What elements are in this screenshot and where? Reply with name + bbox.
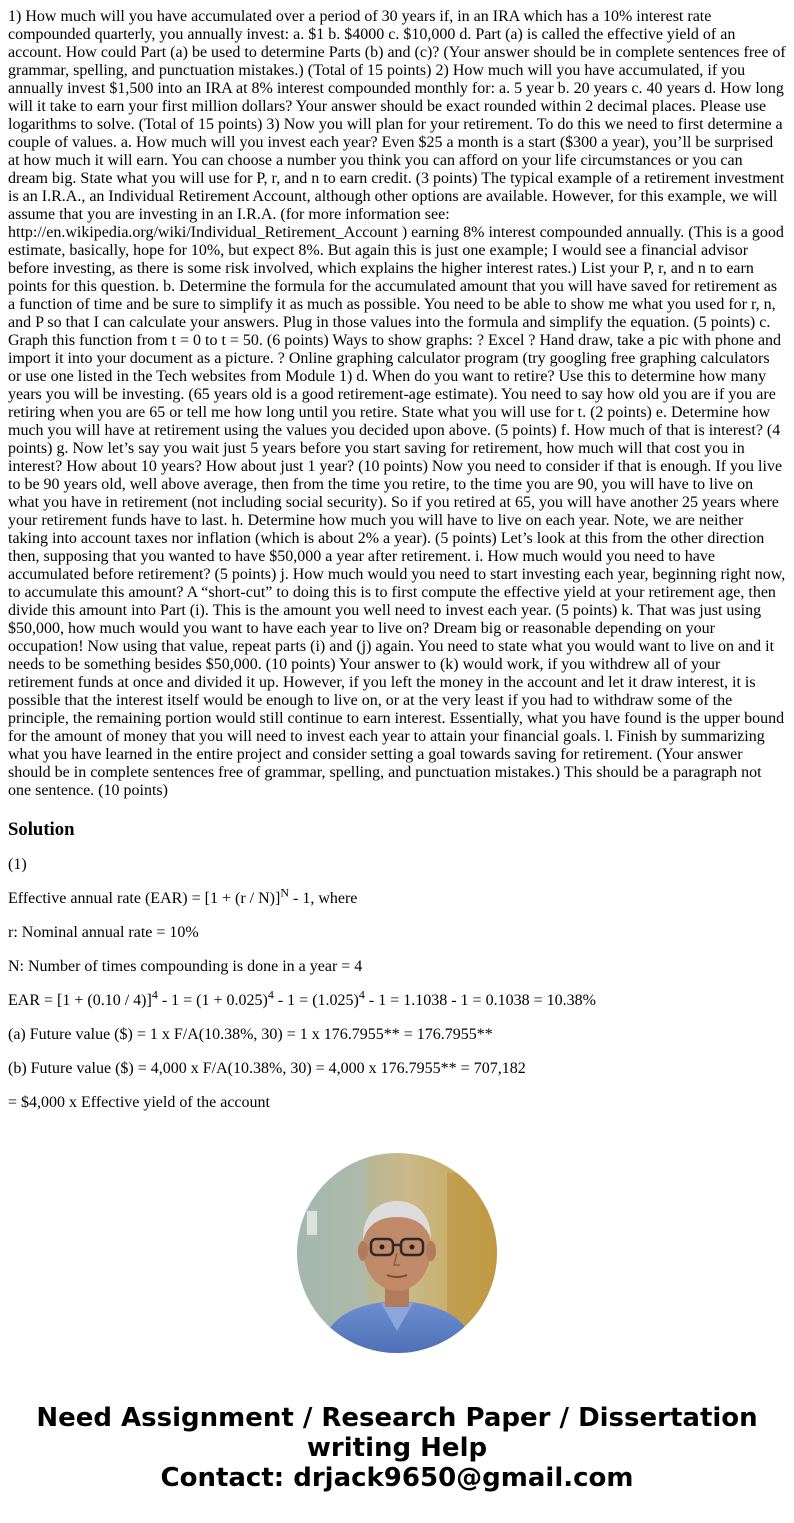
document-page	[8, 0, 786, 1112]
compounding-definition: N: Number of times compounding is done in a year = 4	[8, 958, 363, 975]
ear-calc-part-d: - 1 = 1.1038 - 1 = 0.1038 = 10.38%	[364, 992, 596, 1009]
future-value-b-note: = $4,000 x Effective yield of the account	[8, 1094, 270, 1111]
ear-calc-part-c: - 1 = (1.025)	[273, 992, 359, 1009]
promo-banner	[0, 1403, 794, 1493]
author-portrait-illustration	[297, 1153, 497, 1353]
ear-definition	[8, 885, 786, 908]
solution-heading: Solution	[8, 819, 75, 840]
promo-line-2: writing Help	[306, 1433, 488, 1463]
promo-line-1: Need Assignment / Research Paper / Dissertation	[36, 1403, 758, 1433]
future-value-b: (b) Future value ($) = 4,000 x F/A(10.38%, 30) = 4,000 x 176.7955** = 707,182	[8, 1060, 526, 1077]
ear-calc-part-a: EAR = [1 + (0.10 / 4)]	[8, 992, 152, 1009]
ear-calc-part-b: - 1 = (1 + 0.025)	[157, 992, 268, 1009]
ear-def-prefix: Effective annual rate (EAR) = [1 + (r / N)]	[8, 890, 281, 907]
nominal-rate-definition: r: Nominal annual rate = 10%	[8, 924, 199, 941]
part-label: (1)	[8, 856, 27, 873]
ear-calculation	[8, 987, 786, 1010]
ear-calc-exponent-1: 4	[151, 987, 158, 1002]
ear-def-exponent: N	[280, 885, 289, 900]
future-value-a: (a) Future value ($) = 1 x F/A(10.38%, 30) = 1 x 176.7955** = 176.7955**	[8, 1026, 493, 1043]
ear-calc-exponent-2: 4	[267, 987, 274, 1002]
ear-calc-exponent-3: 4	[358, 987, 365, 1002]
ear-def-suffix: - 1, where	[288, 890, 358, 907]
question-text: 1) How much will you have accumulated over a period of 30 years if, in an IRA which has a 10% interest rate compounded quarterly, you annually invest: a. $1 b. $4000 c. $10,000 d. Part (a) is called the effective yield of an account. How could Part (a) be used to determine Parts (b) and (c)? (Your answer should be in complete sentences free of grammar, spelling, and punctuation mistakes.) (Total of 15 points) 2) How much will you have accumulated, if you annually invest $1,500 into an IRA at 8% interest compounded monthly for: a. 5 year b. 20 years c. 40 years d. How long will it take to earn your first million dollars? Your answer should be exact rounded within 2 decimal places. Please use logarithms to solve. (Total of 15 points) 3) Now you will plan for your retirement. To do this we need to first determine a couple of values. a. How much will you invest each year? Even $25 a month is a start ($300 a year), you’ll be surprised at how much it will earn. You can choose a number you think you can afford on your life circumstances or you can dream big. State what you will use for P, r, and n to earn credit. (3 points) The typical example of a retirement investment is an I.R.A., an Individual Retirement Account, although other options are available. However, for this example, we will assume that you are investing in an I.R.A. (for more information see: http://en.wikipedia.org/wiki/Individual_Retirement_Account ) earning 8% interest compounded annually. (This is a good estimate, basically, hope for 10%, but expect 8%. But again this is just one example; I would see a financial advisor before investing, as there is some risk involved, which explains the higher interest rates.) List your P, r, and n to earn points for this question. b. Determine the formula for the accumulated amount that you will have saved for retirement as a function of time and be sure to simplify it as much as possible. You need to be able to show me what you used for r, n, and P so that I can calculate your answers. Plug in those values into the formula and simplify the equation. (5 points) c. Graph this function from t = 0 to t = 50. (6 points) Ways to show graphs: ? Excel ? Hand draw, take a pic with phone and import it into your document as a picture. ? Online graphing calculator program (try googling free graphing calculators or use one listed in the Tech websites from Module 1) d. When do you want to retire? Use this to determine how many years you will be investing. (65 years old is a good retirement-age estimate). You need to say how old you are if you are retiring when you are 65 or tell me how long until you retire. State what you will use for t. (2 points) e. Determine how much you will have at retirement using the values you decided upon above. (5 points) f. How much of that is interest? (4 points) g. Now let’s say you wait just 5 years before you start saving for retirement, how much will that cost you in interest? How about 10 years? How about just 1 year? (10 points) Now you need to consider if that is enough. If you live to be 90 years old, well above average, then from the time you retire, to the time you are 90, you will have to live on what you have in retirement (not including social security). So if you retired at 65, you will have another 25 years where your retirement funds have to last. h. Determine how much you will have to live on each year. Note, we are neither taking into account taxes nor inflation (which is about 2% a year). (5 points) Let’s look at this from the other direction then, supposing that you wanted to have $50,000 a year after retirement. i. How much would you need to have accumulated before retirement? (5 points) j. How much would you need to start investing each year, beginning right now, to accumulate this amount? A “short-cut” to doing this is to first compute the effective yield at your retirement age, then divide this amount into Part (i). This is the amount you well need to invest each year. (5 points) k. That was just using $50,000, how much would you want to have each year to live on? Dream big or reasonable depending on your occupation! Now using that value, repeat parts (i) and (j) again. You need to state what you would want to live on and it needs to be something besides $50,000. (10 points) Your answer to (k) would work, if you withdrew all of your retirement funds at once and divided it up. However, if you left the money in the account and let it draw interest, it is possible that the interest itself would be enough to live on, or at the very least if you had to withdraw some of the principle, the remaining portion would still continue to earn interest. Essentially, what you have found is the upper bound for the amount of money that you will need to invest each year to attain your financial goals. l. Finish by summarizing what you have learned in the entire project and consider setting a goal towards saving for retirement. (Your answer should be in complete sentences free of grammar, spelling, and punctuation mistakes.) This should be a paragraph not one sentence. (10 points)	[8, 8, 786, 799]
author-avatar	[297, 1153, 497, 1353]
promo-contact: Contact: drjack9650@gmail.com	[160, 1463, 634, 1493]
